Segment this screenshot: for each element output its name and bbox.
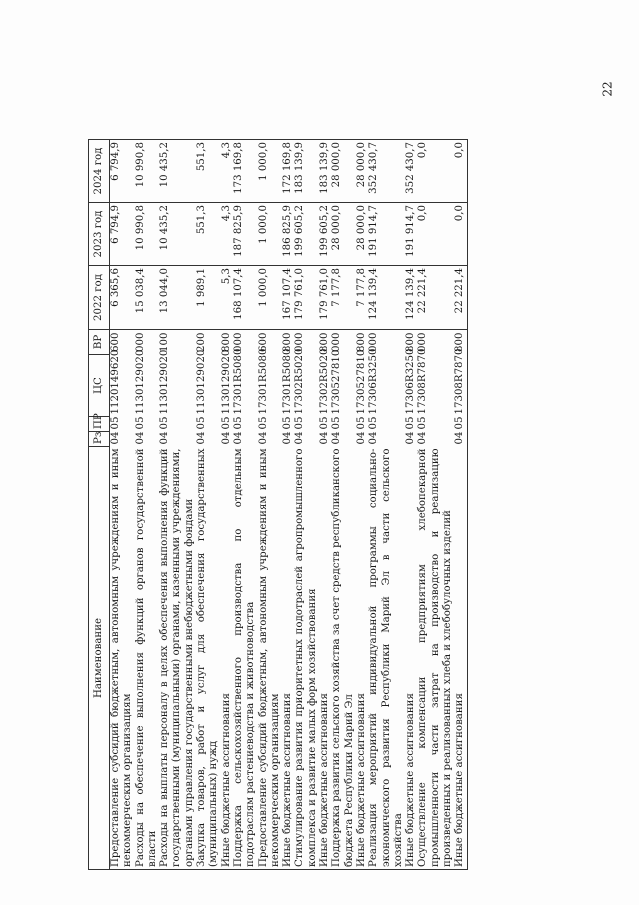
table-row (159, 140, 196, 870)
table-row (417, 140, 454, 870)
row-2022: 1 000,0 (258, 266, 283, 330)
row-2024: 172 169,8 (282, 140, 294, 203)
row-2023: 0,0 (417, 203, 454, 266)
row-2024: 183 139,9 (319, 140, 331, 203)
row-cs: 17301R5080 (282, 348, 294, 415)
row-2023: 10 435,2 (159, 203, 196, 266)
row-2022: 179 761,0 (294, 266, 319, 330)
row-name: Расходы на обеспечение выполнения функций органов государственной власти (135, 447, 160, 870)
row-cs: 1730527810 (331, 349, 343, 415)
row-2023: 186 825,9 (282, 203, 294, 266)
table-row (331, 140, 356, 870)
table-row (405, 140, 417, 870)
row-pr: 05 (454, 416, 466, 430)
row-pr: 05 (110, 416, 121, 430)
row-rz: 04 (454, 431, 466, 445)
row-rz: 04 (282, 431, 294, 445)
row-2022: 7 177,8 (356, 266, 368, 330)
header-vr: ВР (89, 330, 110, 355)
row-pr: 05 (232, 416, 244, 430)
table-row (258, 140, 283, 870)
row-2024: 352 430,7 (405, 140, 417, 203)
row-2023: 0,0 (454, 203, 467, 266)
row-cs: 17308R7870 (454, 348, 466, 415)
row-2022: 179 761,0 (319, 266, 331, 330)
row-rz: 04 (232, 431, 244, 445)
row-vr: 800 (319, 332, 331, 352)
row-2024: 10 435,2 (159, 140, 196, 203)
header-pr: ПР (89, 417, 110, 432)
page-number: 22 (600, 81, 615, 97)
table-header-row (89, 140, 110, 870)
row-2023: 28 000,0 (356, 203, 368, 266)
table-row (233, 140, 258, 870)
row-vr: 800 (282, 332, 294, 352)
row-name: Иные бюджетные ассигнования (221, 447, 233, 870)
row-cs: 17302R5020 (319, 348, 331, 415)
row-rz: 04 (220, 431, 232, 445)
row-cs: 17302R5020 (294, 348, 306, 415)
row-rz: 04 (294, 431, 306, 445)
row-rz: 04 (159, 431, 171, 445)
row-name: Иные бюджетные ассигнования (454, 447, 467, 870)
row-vr: 200 (196, 332, 208, 352)
row-name: Осуществление компенсации предприятиям хлебопекарной промышленности части затрат на производство и реализацию произведенных и реализованных хлеба и хлебобулочных изделий (417, 447, 454, 870)
row-2024: 173 169,8 (233, 140, 258, 203)
row-2023: 4,3 (221, 203, 233, 266)
row-name: Реализация мероприятий индивидуальной программы социально-экономического развития Республики Марий Эл в части сельского хозяйства (368, 447, 405, 870)
row-2022: 5,3 (221, 266, 233, 330)
row-pr: 05 (331, 416, 343, 430)
row-2022: 1 989,1 (196, 266, 221, 330)
header-cs: ЦС (89, 355, 110, 417)
row-vr: 600 (110, 332, 121, 352)
table-row (319, 140, 331, 870)
row-pr: 05 (405, 416, 417, 430)
row-vr: 000 (294, 332, 306, 352)
row-2023: 199 605,2 (319, 203, 331, 266)
row-pr: 05 (134, 416, 146, 430)
row-rz: 04 (196, 431, 208, 445)
row-2022: 168 107,4 (233, 266, 258, 330)
row-pr: 05 (417, 416, 429, 430)
row-cs: 1130129020 (134, 349, 146, 415)
row-2023: 187 825,9 (233, 203, 258, 266)
row-cs: 1730527810 (355, 349, 367, 415)
row-rz: 04 (368, 431, 380, 445)
row-rz: 04 (110, 431, 121, 445)
row-2024: 551,3 (196, 140, 221, 203)
row-2022: 13 044,0 (159, 266, 196, 330)
row-pr: 05 (196, 416, 208, 430)
row-pr: 05 (220, 416, 232, 430)
row-pr: 05 (294, 416, 306, 430)
row-2024: 352 430,7 (368, 140, 405, 203)
row-pr: 05 (257, 416, 269, 430)
row-2024: 0,0 (417, 140, 454, 203)
row-name: Иные бюджетные ассигнования (356, 447, 368, 870)
row-cs: 1130129020 (196, 349, 208, 415)
row-rz: 04 (319, 431, 331, 445)
row-rz: 04 (134, 431, 146, 445)
row-pr: 05 (319, 416, 331, 430)
row-vr: 000 (417, 332, 429, 352)
row-cs: 17308R7870 (417, 348, 429, 415)
row-cs: 17306R3250 (368, 348, 380, 415)
row-vr: 000 (134, 332, 146, 352)
row-2024: 0,0 (454, 140, 467, 203)
row-2023: 199 605,2 (294, 203, 319, 266)
row-rz: 04 (257, 431, 269, 445)
row-2023: 551,3 (196, 203, 221, 266)
row-2023: 191 914,7 (405, 203, 417, 266)
table-row (110, 140, 135, 870)
row-rz: 04 (417, 431, 429, 445)
table-row (221, 140, 233, 870)
header-rz: Рз (89, 432, 110, 447)
row-vr: 000 (331, 332, 343, 352)
row-2023: 1 000,0 (258, 203, 283, 266)
table-row (356, 140, 368, 870)
row-name: Предоставление субсидий бюджетным, автономным учреждениям и иным некоммерческим организациям (258, 447, 283, 870)
row-cs: 17301R5080 (257, 348, 269, 415)
row-2022: 124 139,4 (368, 266, 405, 330)
row-vr: 600 (257, 332, 269, 352)
table-row (368, 140, 405, 870)
row-cs: 1130129020 (220, 349, 232, 415)
row-name: Иные бюджетные ассигнования (319, 447, 331, 870)
row-2023: 28 000,0 (331, 203, 356, 266)
row-2022: 124 139,4 (405, 266, 417, 330)
row-rz: 04 (355, 431, 367, 445)
row-2022: 15 038,4 (135, 266, 160, 330)
row-2024: 6 794,9 (110, 140, 135, 203)
row-2023: 6 794,9 (110, 203, 135, 266)
row-name: Иные бюджетные ассигнования (282, 447, 294, 870)
row-pr: 05 (368, 416, 380, 430)
row-pr: 05 (159, 416, 171, 430)
budget-table (88, 139, 468, 870)
row-cs: 1120149620 (110, 349, 121, 415)
row-vr: 800 (220, 332, 232, 352)
header-2024: 2024 год (89, 140, 110, 203)
row-name: Стимулирование развития приоритетных подотраслей агропромышленного комплекса и развитие малых форм хозяйствования (294, 447, 319, 870)
table-row (454, 140, 467, 870)
row-name: Предоставление субсидий бюджетным, автономным учреждениям и иным некоммерческим организациям (110, 447, 135, 870)
row-rz: 04 (331, 431, 343, 445)
header-2023: 2023 год (89, 203, 110, 266)
row-2024: 10 990,8 (135, 140, 160, 203)
row-name: Поддержка развития сельского хозяйства за счет средств республиканского бюджета Республики Марий Эл (331, 447, 356, 870)
table-row (282, 140, 294, 870)
row-vr: 000 (232, 332, 244, 352)
row-2022: 22 221,4 (454, 266, 467, 330)
row-2022: 22 221,4 (417, 266, 454, 330)
row-2023: 191 914,7 (368, 203, 405, 266)
row-rz: 04 (405, 431, 417, 445)
row-pr: 05 (355, 416, 367, 430)
row-2024: 183 139,9 (294, 140, 319, 203)
row-2024: 1 000,0 (258, 140, 283, 203)
row-2024: 28 000,0 (356, 140, 368, 203)
row-cs: 1130129020 (159, 349, 171, 415)
row-pr: 05 (282, 416, 294, 430)
row-name: Закупка товаров, работ и услуг для обеспечения государственных (муниципальных) нужд (196, 447, 221, 870)
row-2023: 10 990,8 (135, 203, 160, 266)
header-name: Наименование (89, 447, 110, 870)
table-row (135, 140, 160, 870)
table-row (196, 140, 221, 870)
row-2022: 7 177,8 (331, 266, 356, 330)
row-vr: 100 (159, 332, 171, 352)
budget-table-rotated (88, 140, 586, 870)
row-2024: 4,3 (221, 140, 233, 203)
row-2022: 167 107,4 (282, 266, 294, 330)
row-name: Поддержка сельскохозяйственного производства по отдельным подотраслям растениеводства и животноводства (233, 447, 258, 870)
row-name: Расходы на выплаты персоналу в целях обеспечения выполнения функций государственными (муниципальными) органами, казенными учреждениями, органами управления государственными внебюджетными фондами (159, 447, 196, 870)
row-vr: 800 (355, 332, 367, 352)
row-name: Иные бюджетные ассигнования (405, 447, 417, 870)
table-row (294, 140, 319, 870)
row-cs: 17306R3250 (405, 348, 417, 415)
header-2022: 2022 год (89, 266, 110, 330)
row-vr: 800 (454, 330, 467, 355)
row-vr: 800 (405, 332, 417, 352)
row-2024: 28 000,0 (331, 140, 356, 203)
row-vr: 000 (368, 332, 380, 352)
row-2022: 6 365,6 (110, 266, 135, 330)
row-cs: 17301R5080 (232, 348, 244, 415)
